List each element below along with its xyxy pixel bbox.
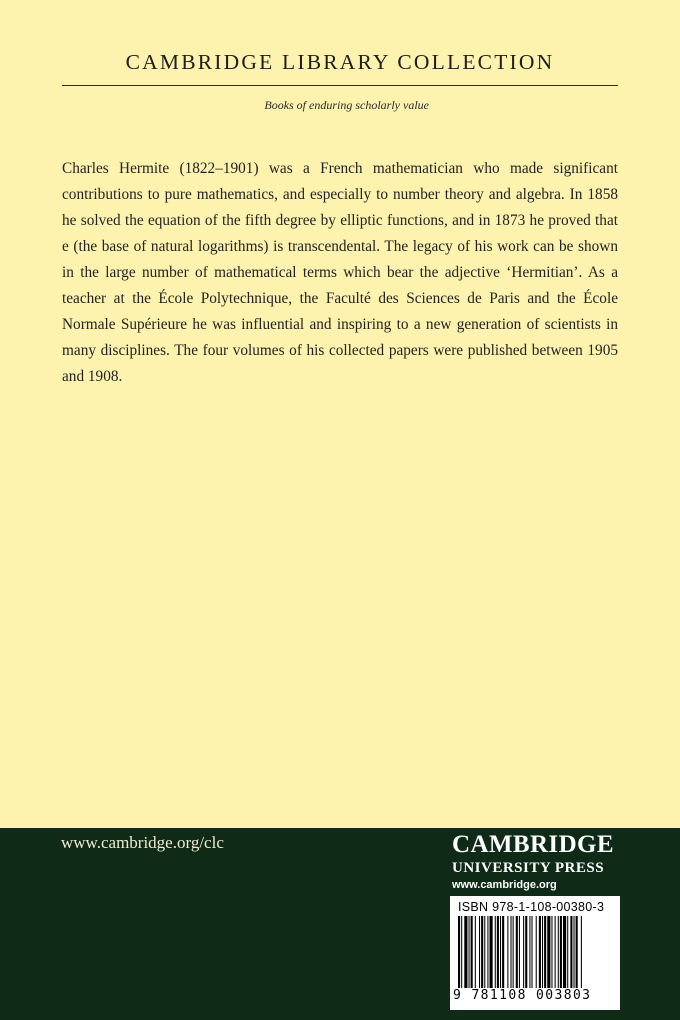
book-description: Charles Hermite (1822–1901) was a French mathematician who made significant contributions to pure mathematics, and especially to number theory and algebra. In 1858 he solved the equation of the fifth degree by elliptic functions, and in 1873 he proved that e (the base of natural logarithms) is transcendental. The legacy of his work can be shown in the large number of mathematical terms which bear the adjective ‘Hermitian’. As a teacher at the École Polytechnique, the Faculté des Sciences de Paris and the École Normale Supérieure he was influential and inspiring to a new generation of scientists in many disciplines. The four volumes of his collected papers were published between 1905 and 1908.: [62, 160, 618, 385]
header-rule: [62, 85, 618, 86]
barcode-bar: [570, 916, 572, 988]
barcode-icon: [456, 916, 614, 990]
barcode-bar: [475, 916, 476, 988]
barcode-bar: [542, 916, 543, 988]
barcode-bar: [469, 916, 470, 988]
barcode-bar: [502, 916, 504, 988]
barcode-bar: [484, 916, 485, 988]
barcode-bar: [539, 916, 541, 988]
barcode-bar: [536, 916, 537, 988]
barcode-bar: [581, 916, 582, 988]
barcode-bar: [551, 916, 552, 988]
barcode-bar: [523, 916, 524, 988]
publisher-website[interactable]: www.cambridge.org: [452, 879, 557, 891]
barcode-bar: [507, 916, 508, 988]
barcode-bar: [479, 916, 480, 988]
barcode-bar: [558, 916, 559, 988]
barcode-bar: [500, 916, 501, 988]
barcode-bar: [519, 916, 520, 988]
barcode-bar: [464, 916, 467, 988]
barcode-bar: [495, 916, 496, 988]
barcode-bar: [547, 916, 550, 988]
barcode-bar: [516, 916, 518, 988]
barcode-bar: [567, 916, 568, 988]
series-tagline: Books of enduring scholarly value: [264, 98, 429, 112]
barcode-bar: [487, 916, 488, 988]
barcode-bar: [576, 916, 578, 988]
barcode-bar: [497, 916, 499, 988]
barcode-bar: [529, 916, 530, 988]
barcode-bar: [563, 916, 566, 988]
barcode-bar: [511, 916, 512, 988]
barcode-bar: [458, 916, 460, 988]
barcode-bar: [525, 916, 527, 988]
barcode-bar: [481, 916, 483, 988]
series-header: [62, 50, 618, 75]
barcode-panel: [450, 896, 620, 1010]
barcode-bar: [555, 916, 556, 988]
barcode-bar: [544, 916, 546, 988]
barcode-bar: [461, 916, 462, 988]
series-title: CAMBRIDGE LIBRARY COLLECTION: [125, 50, 555, 74]
barcode-bar: [560, 916, 562, 988]
barcode-bar: [513, 916, 514, 988]
barcode-bar: [471, 916, 473, 988]
barcode-bar: [574, 916, 575, 988]
publisher-name: CAMBRIDGE: [452, 831, 614, 858]
publisher-subtitle: UNIVERSITY PRESS: [452, 860, 605, 876]
barcode-bar: [490, 916, 493, 988]
barcode-bar: [532, 916, 533, 988]
collection-url[interactable]: www.cambridge.org/clc: [61, 833, 224, 852]
isbn-label: ISBN 978-1-108-00380-3: [458, 900, 605, 914]
publisher-logo: [452, 828, 622, 894]
barcode-digits: 9 781108 003803: [453, 988, 592, 1003]
